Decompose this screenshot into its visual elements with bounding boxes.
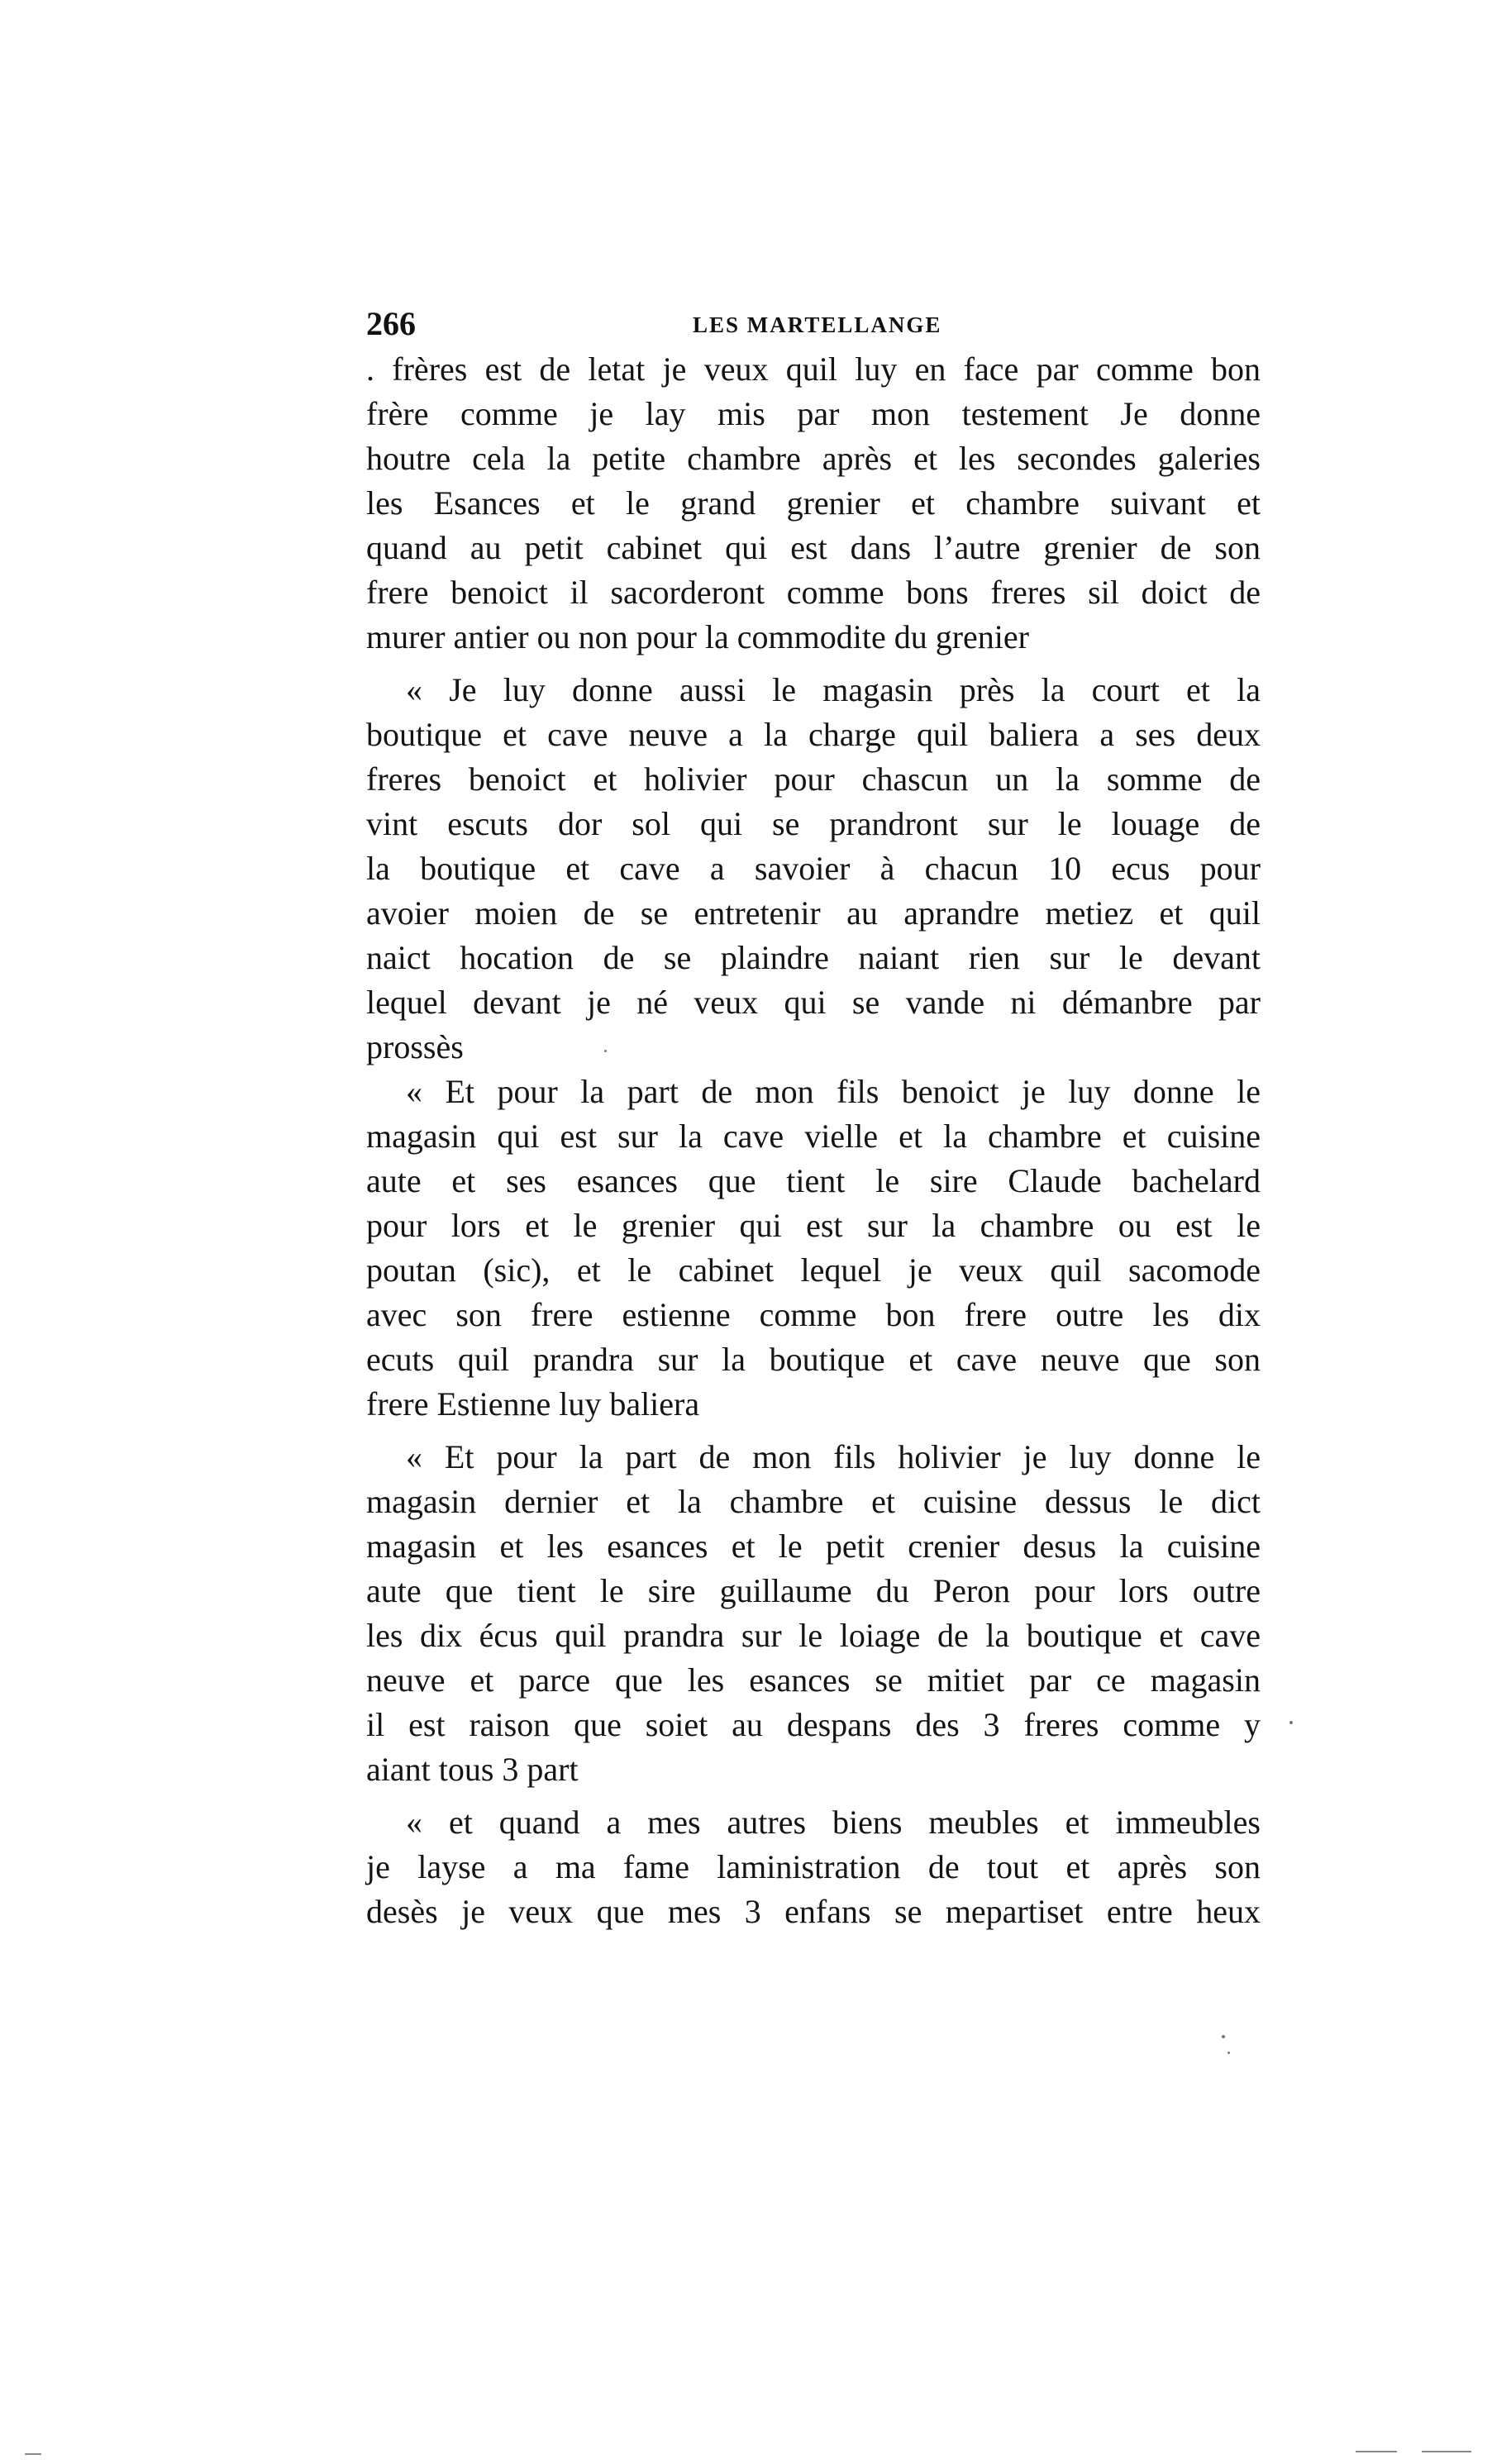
text-line: murer antier ou non pour la commodite du grenier: [366, 618, 1029, 655]
text-line: desès je veux que mes 3 enfans se mepartiset entre heux: [366, 1893, 1261, 1930]
text-line: prossès: [366, 1028, 464, 1065]
text-line: . frères est de letat je veux quil luy en face par comme bon: [366, 350, 1261, 388]
paragraph-5: [366, 1800, 1261, 1934]
text-line: aute et ses esances que tient le sire Claude bachelard: [366, 1162, 1261, 1199]
text-line: je layse a ma fame laministration de tout et après son: [366, 1848, 1261, 1885]
paragraph-3: [366, 1070, 1261, 1427]
text-line: « Je luy donne aussi le magasin près la court et la: [406, 671, 1261, 708]
text-line: il est raison que soiet au despans des 3 freres comme y: [366, 1706, 1261, 1743]
scan-edge-mark: [1356, 2451, 1397, 2452]
page-header: [366, 304, 1261, 354]
text-line: houtre cela la petite chambre après et les secondes galeries: [366, 440, 1261, 477]
text-line: magasin dernier et la chambre et cuisine dessus le dict: [366, 1483, 1261, 1520]
scan-edge-mark: [25, 2453, 41, 2455]
text-line: ecuts quil prandra sur la boutique et cave neuve que son: [366, 1341, 1261, 1378]
text-line: « Et pour la part de mon fils benoict je luy donne le: [406, 1073, 1261, 1110]
scan-speck: [604, 1050, 607, 1052]
text-line: « et quand a mes autres biens meubles et immeubles: [406, 1804, 1261, 1841]
text-line: les dix écus quil prandra sur le loiage de la boutique et cave: [366, 1617, 1261, 1654]
scan-speck: [1227, 2052, 1230, 2054]
text-line: magasin qui est sur la cave vielle et la chambre et cuisine: [366, 1118, 1261, 1155]
text-line: poutan (sic), et le cabinet lequel je veux quil sacomode: [366, 1251, 1261, 1289]
text-line: frere Estienne luy baliera: [366, 1385, 700, 1423]
body-text: [366, 347, 1261, 1942]
text-line: aute que tient le sire guillaume du Peron pour lors outre: [366, 1572, 1261, 1609]
text-line: la boutique et cave a savoier à chacun 10 ecus pour: [366, 850, 1261, 887]
text-line: frère comme je lay mis par mon testement Je donne: [366, 395, 1261, 432]
text-line: les Esances et le grand grenier et chambre suivant et: [366, 484, 1261, 522]
text-line: lequel devant je né veux qui se vande ni démanbre par: [366, 984, 1261, 1021]
text-line: frere benoict il sacorderont comme bons freres sil doict de: [366, 574, 1261, 611]
text-line: avec son frere estienne comme bon frere outre les dix: [366, 1296, 1261, 1333]
running-head: LES MARTELLANGE: [693, 312, 942, 337]
text-line: pour lors et le grenier qui est sur la chambre ou est le: [366, 1207, 1261, 1244]
text-line: aiant tous 3 part: [366, 1751, 579, 1788]
paragraph-2: [366, 668, 1261, 1070]
scan-speck: [1222, 2035, 1225, 2038]
scan-edge-mark: [1422, 2451, 1471, 2452]
text-line: avoier moien de se entretenir au aprandre metiez et quil: [366, 894, 1261, 932]
page-number: 266: [366, 305, 416, 342]
text-line: boutique et cave neuve a la charge quil baliera a ses deux: [366, 716, 1261, 753]
text-line: magasin et les esances et le petit crenier desus la cuisine: [366, 1527, 1261, 1565]
text-line: freres benoict et holivier pour chascun un la somme de: [366, 760, 1261, 798]
text-line: neuve et parce que les esances se mitiet par ce magasin: [366, 1661, 1261, 1699]
text-line: naict hocation de se plaindre naiant rien sur le devant: [366, 939, 1261, 976]
paragraph-4: [366, 1435, 1261, 1792]
scan-speck: [1289, 1721, 1293, 1724]
text-line: quand au petit cabinet qui est dans l’autre grenier de son: [366, 529, 1261, 566]
text-line: « Et pour la part de mon fils holivier je luy donne le: [406, 1438, 1261, 1475]
text-line: vint escuts dor sol qui se prandront sur le louage de: [366, 805, 1261, 842]
paragraph-1: [366, 347, 1261, 660]
